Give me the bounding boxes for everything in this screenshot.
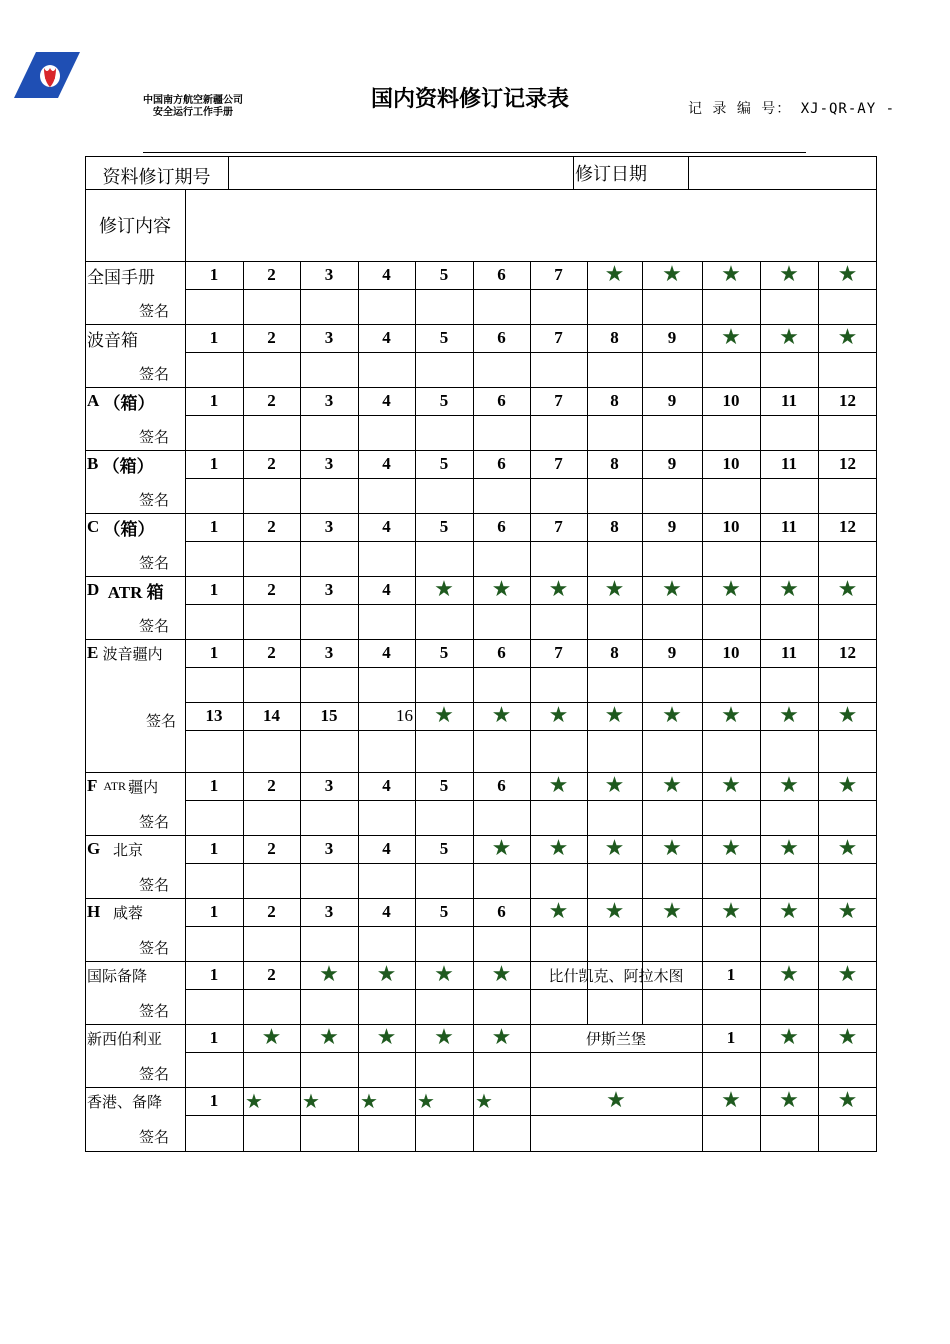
revision-record-table <box>85 156 877 1152</box>
revision-number: 5 <box>439 328 449 347</box>
record-number: 记 录 编 号： XJ-QR-AY - <box>688 101 896 117</box>
row-prefix: G <box>87 839 101 858</box>
star-icon: ★ <box>604 262 625 287</box>
company-name <box>118 95 268 119</box>
row-prefix: H <box>87 902 101 921</box>
star-icon: ★ <box>662 703 682 728</box>
star-icon: ★ <box>319 1025 339 1050</box>
revision-number: 2 <box>267 391 276 410</box>
row-text: （箱） <box>103 393 155 413</box>
signature-label: 签名 <box>138 490 169 509</box>
star-icon: ★ <box>662 773 682 798</box>
row-prefix: A <box>87 391 100 410</box>
revision-number: 2 <box>267 454 276 473</box>
row-label-d-atr-box <box>85 576 185 604</box>
revision-number: 13 <box>205 706 223 725</box>
revision-number: 3 <box>324 517 334 536</box>
star-icon: ★ <box>491 836 512 861</box>
revision-number: 8 <box>610 517 619 536</box>
revision-number: 11 <box>780 517 798 536</box>
issue-number-field[interactable] <box>229 157 573 189</box>
star-icon: ★ <box>837 1088 858 1113</box>
revision-number: 1 <box>209 517 219 536</box>
star-icon: ★ <box>837 577 858 602</box>
revision-number: 7 <box>554 454 563 473</box>
revision-number: 9 <box>667 643 677 662</box>
row-label-boeing-box: 波音箱 <box>87 330 138 351</box>
star-icon: ★ <box>721 262 741 287</box>
revision-number: 12 <box>839 454 856 473</box>
star-icon: ★ <box>779 899 799 924</box>
row-text: 咸蓉 <box>112 903 143 922</box>
header-rule <box>143 152 806 153</box>
revision-number: 12 <box>839 391 856 410</box>
revision-number: 3 <box>324 902 334 921</box>
revision-number: 6 <box>497 776 506 795</box>
revision-number: 4 <box>382 517 391 536</box>
revision-number: 3 <box>324 391 334 410</box>
revision-number: 6 <box>497 902 506 921</box>
row-label-g-beijing <box>85 835 185 863</box>
row-label-intl-alternate: 国际备降 <box>87 966 148 985</box>
star-icon: ★ <box>662 899 682 924</box>
revision-number: 9 <box>667 517 677 536</box>
star-icon: ★ <box>837 773 858 798</box>
star-icon: ★ <box>548 836 569 861</box>
star-icon: ★ <box>779 1088 799 1113</box>
row-label-e-boeing-domestic <box>85 639 185 667</box>
revision-number: 5 <box>439 839 449 858</box>
row-label-c-box <box>85 513 185 541</box>
revision-number: 5 <box>439 902 449 921</box>
signature-label: 签名 <box>138 301 169 320</box>
star-icon: ★ <box>779 773 799 798</box>
revision-content-field[interactable] <box>186 190 876 261</box>
star-icon: ★ <box>837 836 858 861</box>
signature-label: 签名 <box>138 812 169 831</box>
revision-number: 4 <box>382 265 391 284</box>
star-icon: ★ <box>662 836 682 861</box>
revision-number: 7 <box>554 391 563 410</box>
star-icon: ★ <box>604 773 625 798</box>
revision-number: 1 <box>209 328 219 347</box>
revision-number: 2 <box>267 776 276 795</box>
revision-number: 7 <box>554 643 563 662</box>
star-icon: ★ <box>417 1089 435 1113</box>
revision-number: 7 <box>554 265 563 284</box>
star-icon: ★ <box>604 899 625 924</box>
row-label-national-manual: 全国手册 <box>87 267 155 288</box>
row-label-a-box <box>85 387 185 415</box>
row-small-text: ATR <box>103 778 127 793</box>
revision-number: 2 <box>267 328 276 347</box>
star-icon: ★ <box>604 703 625 728</box>
revision-number: 3 <box>324 580 334 599</box>
revision-number: 8 <box>610 454 619 473</box>
revision-number: 4 <box>382 391 391 410</box>
revision-number: 7 <box>554 328 563 347</box>
star-icon: ★ <box>837 899 858 924</box>
revision-number: 1 <box>209 580 219 599</box>
revision-number: 9 <box>667 328 677 347</box>
revision-date-label: 修订日期 <box>575 163 647 185</box>
star-icon: ★ <box>721 577 741 602</box>
revision-number: 5 <box>439 265 449 284</box>
revision-number: 9 <box>667 391 677 410</box>
star-icon: ★ <box>475 1089 493 1113</box>
star-icon: ★ <box>548 703 569 728</box>
signature-label: 签名 <box>138 1064 169 1083</box>
star-icon: ★ <box>779 836 799 861</box>
star-icon: ★ <box>434 1025 454 1050</box>
revision-number: 2 <box>267 839 276 858</box>
row-text: 波音疆内 <box>102 644 163 663</box>
revision-number: 3 <box>324 265 334 284</box>
revision-content-label: 修订内容 <box>99 216 171 237</box>
star-icon: ★ <box>837 1025 858 1050</box>
revision-number: 1 <box>209 1028 219 1047</box>
revision-number: 4 <box>382 839 391 858</box>
revision-number: 3 <box>324 328 334 347</box>
revision-number: 1 <box>209 902 219 921</box>
revision-number: 2 <box>267 965 276 984</box>
revision-number: 4 <box>382 643 391 662</box>
star-icon: ★ <box>606 1088 626 1113</box>
star-icon: ★ <box>721 773 741 798</box>
revision-number: 16 <box>396 706 413 725</box>
company-line-1: 中国南方航空新疆公司 <box>143 95 243 106</box>
revision-number: 4 <box>382 776 391 795</box>
revision-number: 7 <box>554 517 563 536</box>
star-icon: ★ <box>604 577 625 602</box>
revision-number: 5 <box>439 391 449 410</box>
revision-number: 3 <box>324 839 334 858</box>
star-icon: ★ <box>779 962 799 987</box>
revision-number: 6 <box>497 517 506 536</box>
revision-number: 5 <box>439 454 449 473</box>
signature-label: 签名 <box>138 553 169 572</box>
star-icon: ★ <box>662 577 682 602</box>
star-icon: ★ <box>491 1025 512 1050</box>
revision-number: 4 <box>382 454 391 473</box>
star-icon: ★ <box>548 773 569 798</box>
star-icon: ★ <box>319 962 339 987</box>
row-prefix: F <box>87 776 98 795</box>
row-prefix: E <box>87 643 99 662</box>
revision-number: 2 <box>267 643 276 662</box>
revision-number: 8 <box>610 643 619 662</box>
star-icon: ★ <box>548 899 569 924</box>
revision-number: 10 <box>722 517 740 536</box>
revision-number: 4 <box>382 580 391 599</box>
revision-date-field[interactable] <box>689 157 876 189</box>
star-icon: ★ <box>434 577 454 602</box>
signature-label: 签名 <box>138 1127 169 1146</box>
revision-number: 1 <box>209 776 219 795</box>
revision-number: 5 <box>439 643 449 662</box>
revision-number: 1 <box>209 643 219 662</box>
star-icon: ★ <box>434 962 454 987</box>
row-text: 北京 <box>112 840 143 859</box>
revision-number: 3 <box>324 643 334 662</box>
revision-number: 1 <box>209 965 219 984</box>
row-prefix: B <box>87 454 99 473</box>
star-icon: ★ <box>491 703 512 728</box>
revision-number: 11 <box>780 391 798 410</box>
revision-number: 12 <box>839 643 856 662</box>
revision-number: 5 <box>439 776 449 795</box>
revision-number: 8 <box>610 328 619 347</box>
revision-number: 3 <box>324 454 334 473</box>
star-icon: ★ <box>721 836 741 861</box>
revision-number: 1 <box>209 454 219 473</box>
revision-number: 14 <box>263 706 280 725</box>
revision-number: 1 <box>726 965 736 984</box>
revision-number: 4 <box>382 328 391 347</box>
revision-number: 1 <box>209 839 219 858</box>
revision-number: 1 <box>209 1091 219 1110</box>
star-icon: ★ <box>245 1089 263 1113</box>
star-icon: ★ <box>779 703 799 728</box>
star-icon: ★ <box>376 1025 397 1050</box>
star-icon: ★ <box>376 962 397 987</box>
page-title: 国内资料修订记录表 <box>370 87 569 112</box>
revision-number: 1 <box>209 391 219 410</box>
star-icon: ★ <box>779 325 799 350</box>
revision-number: 10 <box>722 391 740 410</box>
row-prefix: C <box>87 517 100 536</box>
signature-label: 签名 <box>138 938 169 957</box>
revision-number: 3 <box>324 776 334 795</box>
row-text: （箱） <box>102 456 154 476</box>
star-icon: ★ <box>360 1089 378 1113</box>
revision-number: 4 <box>382 902 391 921</box>
revision-number: 2 <box>267 265 276 284</box>
revision-number: 6 <box>497 265 506 284</box>
signature-label: 签名 <box>138 364 169 383</box>
revision-number: 10 <box>722 643 740 662</box>
star-icon: ★ <box>779 262 799 287</box>
revision-number: 11 <box>780 643 798 662</box>
star-icon: ★ <box>261 1025 282 1050</box>
row-label-h-xianrong <box>85 898 185 926</box>
row-label-hongkong-alternate: 香港、备降 <box>87 1092 163 1111</box>
revision-number: 9 <box>667 454 677 473</box>
star-icon: ★ <box>491 577 512 602</box>
row-label-f-atr-domestic <box>85 772 185 800</box>
revision-number: 2 <box>267 580 276 599</box>
star-icon: ★ <box>721 1088 741 1113</box>
row-label-novosibirsk: 新西伯利亚 <box>87 1029 163 1048</box>
signature-label: 签名 <box>138 1001 169 1020</box>
revision-number: 6 <box>497 454 506 473</box>
revision-number: 15 <box>320 706 338 725</box>
star-icon: ★ <box>434 703 454 728</box>
revision-number: 5 <box>439 517 449 536</box>
star-icon: ★ <box>837 703 858 728</box>
destination-bishkek-almaty: 比什凯克、阿拉木图 <box>548 966 684 985</box>
row-text: （箱） <box>103 519 155 539</box>
revision-number: 2 <box>267 902 276 921</box>
revision-number: 1 <box>209 265 219 284</box>
revision-number: 10 <box>722 454 740 473</box>
row-prefix: D <box>87 580 100 599</box>
star-icon: ★ <box>837 325 858 350</box>
signature-label: 签名 <box>145 711 176 730</box>
airline-logo <box>14 52 80 98</box>
revision-number: 8 <box>610 391 619 410</box>
star-icon: ★ <box>302 1089 320 1113</box>
signature-label: 签名 <box>138 616 169 635</box>
signature-label: 签名 <box>138 427 169 446</box>
row-text: ATR 箱 <box>107 582 164 602</box>
revision-number: 1 <box>726 1028 736 1047</box>
revision-number: 6 <box>497 391 506 410</box>
revision-number: 12 <box>839 517 856 536</box>
issue-number-label: 资料修订期号 <box>102 166 211 188</box>
star-icon: ★ <box>779 577 799 602</box>
revision-number: 6 <box>497 643 506 662</box>
row-label-b-box <box>85 450 185 478</box>
star-icon: ★ <box>721 899 741 924</box>
revision-number: 11 <box>780 454 798 473</box>
star-icon: ★ <box>721 325 741 350</box>
star-icon: ★ <box>779 1025 799 1050</box>
destination-islamabad: 伊斯兰堡 <box>585 1029 646 1048</box>
signature-label: 签名 <box>138 875 169 894</box>
star-icon: ★ <box>548 577 569 602</box>
star-icon: ★ <box>604 836 625 861</box>
star-icon: ★ <box>837 262 858 287</box>
revision-number: 6 <box>497 328 506 347</box>
star-icon: ★ <box>721 703 741 728</box>
revision-number: 2 <box>267 517 276 536</box>
star-icon: ★ <box>662 262 682 287</box>
star-icon: ★ <box>837 962 858 987</box>
row-text: 疆内 <box>128 777 159 796</box>
company-line-2: 安全运行工作手册 <box>153 107 233 118</box>
star-icon: ★ <box>491 962 512 987</box>
